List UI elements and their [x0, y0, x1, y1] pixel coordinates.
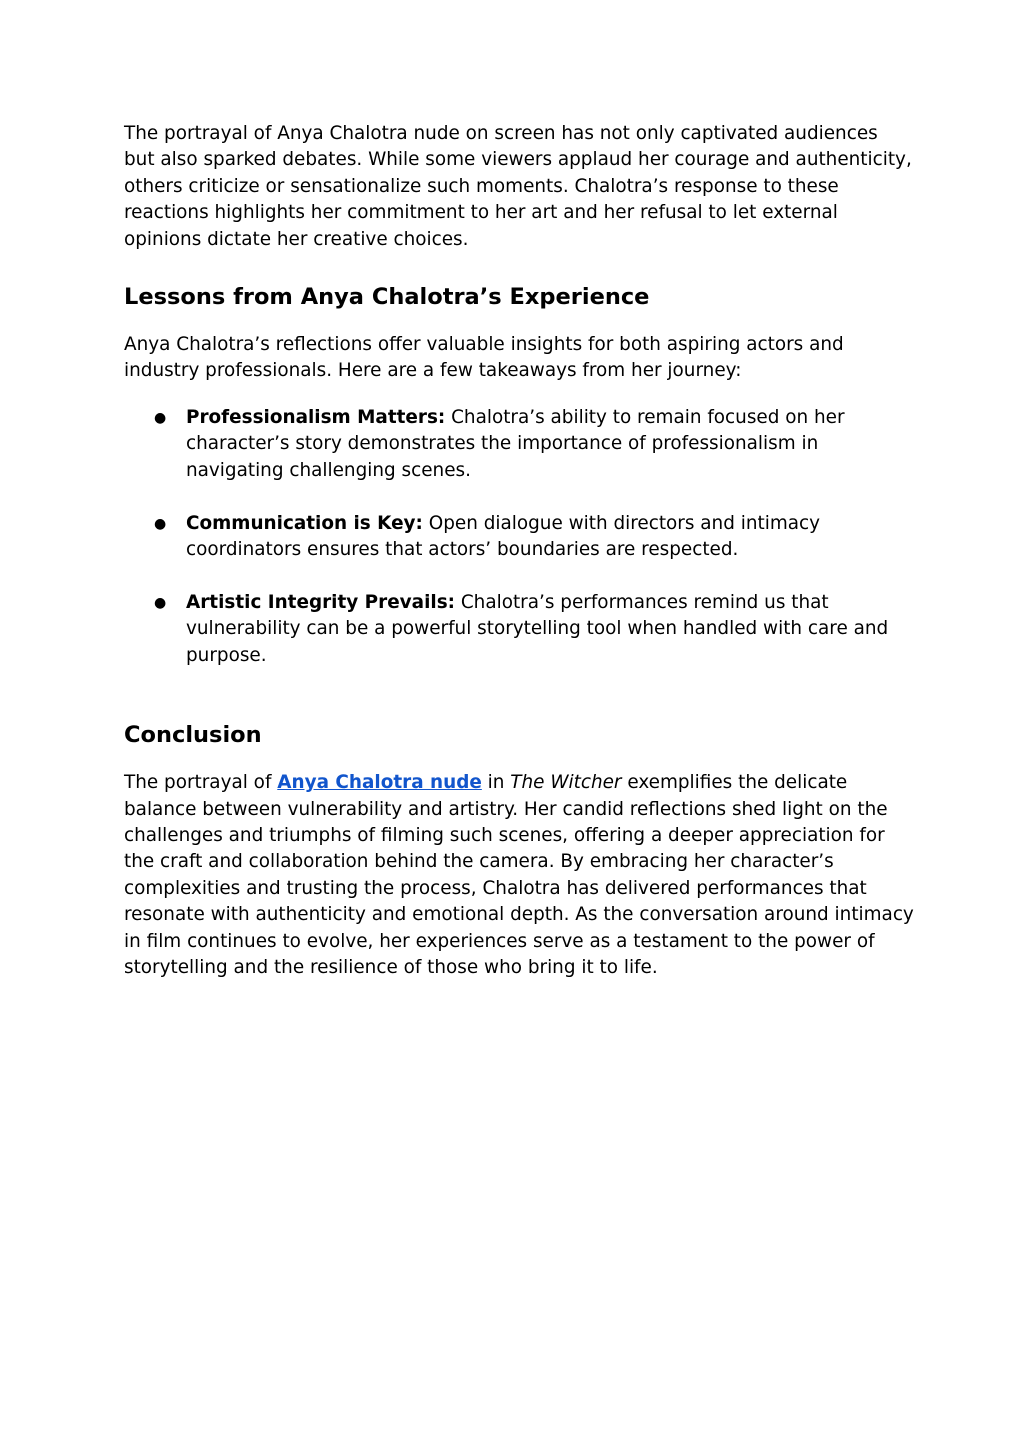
list-item-text: Chalotra’s performances remind us that vulnerability can be a powerful storytelling tool when handled with care and purpose. — [186, 591, 889, 666]
bullet-icon: ● — [154, 594, 167, 611]
conclusion-paragraph — [124, 770, 914, 981]
list-item-text: Chalotra’s ability to remain focused on her character’s story demonstrates the importance of professionalism in navigating challenging scenes. — [186, 406, 845, 481]
lessons-heading: Lessons from Anya Chalotra’s Experience — [124, 284, 650, 311]
conclusion-text-in: in — [481, 772, 511, 794]
list-item-title: Professionalism Matters: — [186, 406, 446, 428]
conclusion-heading: Conclusion — [124, 722, 262, 749]
list-item — [124, 590, 914, 669]
list-item-text: Open dialogue with directors and intimacy coordinators ensures that actors’ boundaries are respected. — [186, 512, 820, 560]
intro-paragraph: The portrayal of Anya Chalotra nude on screen has not only captivated audiences but also sparked debates. While some viewers applaud her courage and authenticity, others criticize or sensationalize such moments. Chalotra’s response to these reactions highlights her commitment to her art and her refusal to let external opinions dictate her creative choices. — [124, 123, 912, 250]
list-item — [124, 405, 914, 484]
takeaways-list — [124, 405, 914, 669]
show-title: The Witcher — [510, 772, 622, 794]
list-item-title: Communication is Key: — [186, 512, 423, 534]
conclusion-text-start: The portrayal of — [124, 772, 278, 794]
bullet-icon: ● — [154, 409, 167, 426]
document-page — [124, 121, 914, 981]
bullet-icon: ● — [154, 515, 167, 532]
list-item — [124, 511, 914, 564]
list-item-title: Artistic Integrity Prevails: — [186, 591, 455, 613]
anya-chalotra-link[interactable]: Anya Chalotra nude — [277, 772, 482, 794]
conclusion-text-rest: exemplifies the delicate balance between vulnerability and artistry. Her candid reflections shed light on the challenges and triumphs of filming such scenes, offering a deeper appreciation for the craft and collaboration behind the camera. By embracing her character’s complexities and trusting the process, Chalotra has delivered performances that resonate with authenticity and emotional depth. As the conversation around intimacy in film continues to evolve, her experiences serve as a testament to the power of storytelling and the resilience of those who bring it to life. — [124, 772, 914, 978]
lessons-intro-paragraph: Anya Chalotra’s reflections offer valuable insights for both aspiring actors and industry professionals. Here are a few takeaways from her journey: — [124, 334, 844, 382]
